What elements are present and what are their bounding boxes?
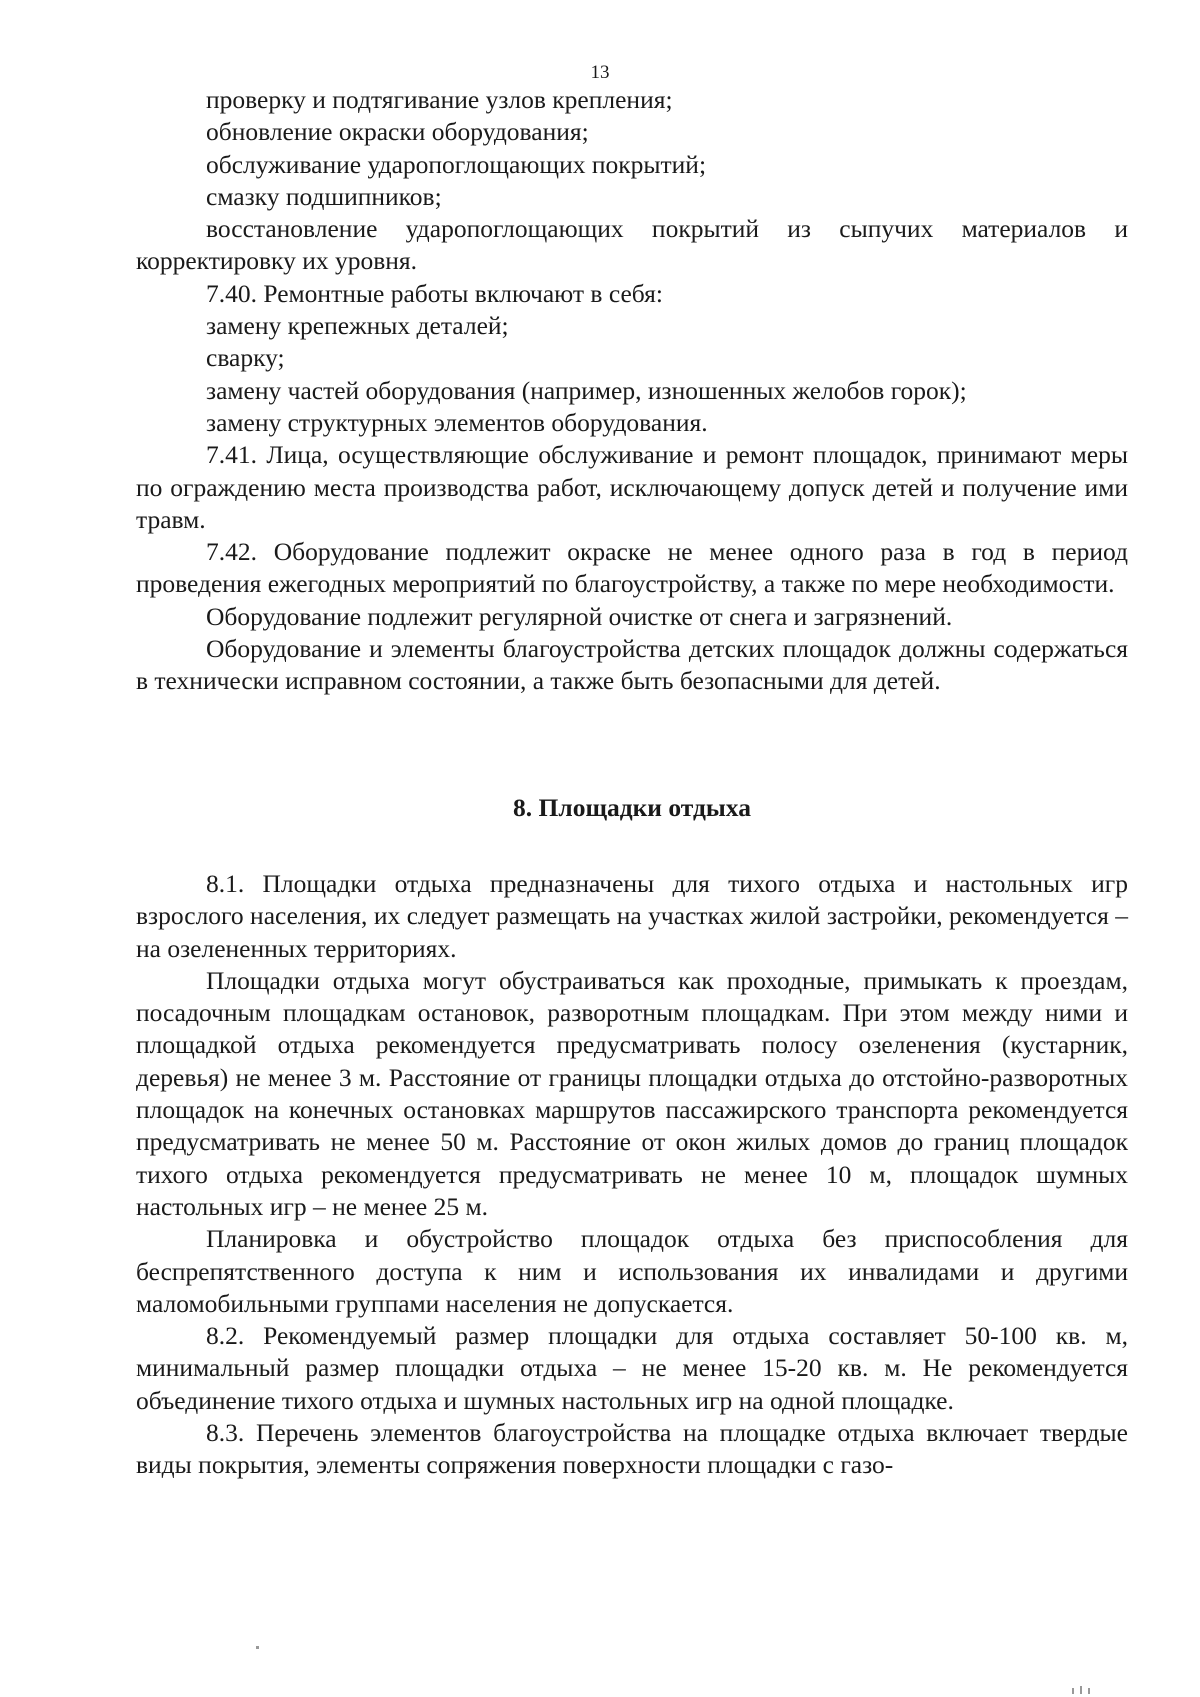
paragraph: 7.41. Лица, осуществляющие обслуживание и ремонт площадок, принимают меры по ограждению места производства работ, исключающему допуск детей и получение ими травм. — [136, 440, 1128, 534]
section-7-text — [136, 84, 1128, 698]
paragraph: Планировка и обустройство площадок отдыха без приспособления для беспрепятственного доступа к ним и использования их инвалидами и другими маломобильными группами населения не допускается. — [136, 1224, 1128, 1318]
scan-artifact — [1080, 1686, 1082, 1694]
paragraph: смазку подшипников; — [206, 181, 442, 211]
paragraph: обслуживание ударопоглощающих покрытий; — [206, 149, 707, 179]
paragraph: Оборудование и элементы благоустройства детских площадок должны содержаться в технически исправном состоянии, а также быть безопасными для детей. — [136, 634, 1128, 696]
paragraph: замену частей оборудования (например, изношенных желобов горок); — [206, 375, 967, 405]
paragraph: Оборудование подлежит регулярной очистке от снега и загрязнений. — [206, 601, 953, 631]
paragraph: восстановление ударопоглощающих покрытий из сыпучих материалов и корректировку их уровня. — [136, 214, 1128, 276]
paragraph: 7.42. Оборудование подлежит окраске не менее одного раза в год в период проведения ежегодных мероприятий по благоустройству, а также по мере необходимости. — [136, 537, 1128, 599]
paragraph: 8.3. Перечень элементов благоустройства на площадке отдыха включает твердые виды покрытия, элементы сопряжения поверхности площадки с газо- — [136, 1418, 1128, 1480]
section-heading: 8. Площадки отдыха — [513, 793, 751, 822]
paragraph: замену структурных элементов оборудования. — [206, 407, 708, 437]
paragraph: сварку; — [206, 343, 285, 373]
scan-artifact — [1072, 1688, 1074, 1694]
paragraph: 8.2. Рекомендуемый размер площадки для отдыха составляет 50-100 кв. м, минимальный размер площадки отдыха – не менее 15-20 кв. м. Не рекомендуется объединение тихого отдыха и шумных настольных игр на одной площадке. — [136, 1321, 1128, 1415]
paragraph: Площадки отдыха могут обустраиваться как проходные, примыкать к проездам, посадочным площадкам остановок, разворотным площадкам. При этом между ними и площадкой отдыха рекомендуется предусматривать полосу озеленения (кустарник, деревья) не менее 3 м. Расстояние от границы площадки отдыха до отстойно-разворотных площадок на конечных остановках маршрутов пассажирского транспорта рекомендуется предусматривать не менее 50 м. Расстояние от окон жилых домов до границ площадок тихого отдыха рекомендуется предусматривать не менее 10 м, площадок шумных настольных игр – не менее 25 м. — [136, 965, 1128, 1221]
paragraph: 7.40. Ремонтные работы включают в себя: — [206, 278, 663, 308]
scan-artifact — [1088, 1688, 1090, 1694]
paragraph: 8.1. Площадки отдыха предназначены для тихого отдыха и настольных игр взрослого населения, их следует размещать на участках жилой застройки, рекомендуется – на озелененных территориях. — [136, 869, 1128, 963]
paragraph: проверку и подтягивание узлов крепления; — [206, 85, 673, 114]
paragraph: замену крепежных деталей; — [206, 311, 509, 341]
page-number: 13 — [590, 62, 610, 83]
paragraph: обновление окраски оборудования; — [206, 117, 589, 147]
section-8-text — [136, 868, 1128, 1482]
scan-artifact — [256, 1646, 259, 1649]
